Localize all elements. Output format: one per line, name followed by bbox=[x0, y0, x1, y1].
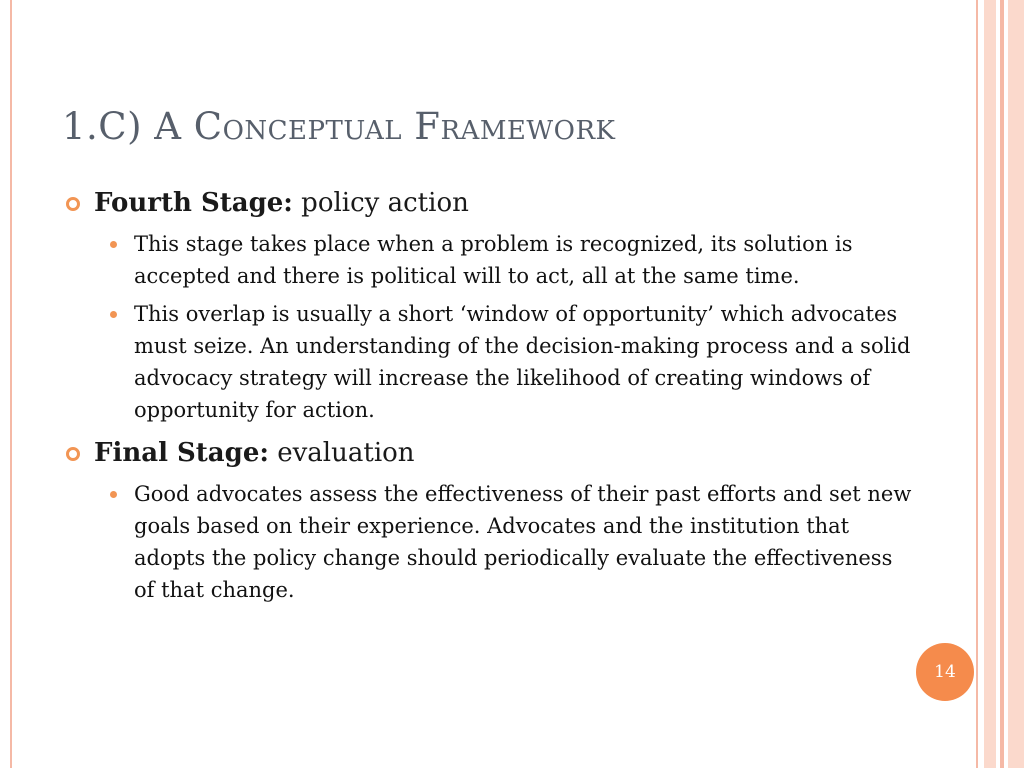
stripe bbox=[1000, 0, 1004, 768]
page-number-badge: 14 bbox=[916, 643, 974, 701]
stripe bbox=[984, 0, 996, 768]
right-decorative-stripes bbox=[976, 0, 1024, 768]
slide-title: 1.C) A Conceptual Framework bbox=[62, 105, 616, 148]
section-heading-fourth-stage bbox=[66, 186, 916, 220]
dot-bullet-icon bbox=[110, 491, 117, 498]
ring-bullet-icon bbox=[66, 197, 80, 211]
left-border-line bbox=[10, 0, 12, 768]
section-heading-final-stage bbox=[66, 436, 916, 470]
bullet-text: This overlap is usually a short ‘window of opportunity’ which advocates must seize. An understanding of the decision-making process and a solid advocacy strategy will increase the likelihood of creating windows of opportunity for action. bbox=[134, 302, 911, 422]
dot-bullet-icon bbox=[110, 311, 117, 318]
bullet-text: This stage takes place when a problem is recognized, its solution is accepted and there is political will to act, all at the same time. bbox=[134, 232, 853, 288]
stripe bbox=[1008, 0, 1024, 768]
stripe bbox=[976, 0, 978, 768]
stage-description: policy action bbox=[292, 188, 469, 218]
dot-bullet-icon bbox=[110, 241, 117, 248]
stage-description: evaluation bbox=[268, 438, 415, 468]
list-item bbox=[66, 478, 916, 606]
stage-name: Final Stage: bbox=[94, 438, 269, 468]
list-item bbox=[66, 298, 916, 426]
bullet-text: Good advocates assess the effectiveness of their past efforts and set new goals based on their experience. Advocates and the institution that adopts the policy change should periodically evaluate the effectiveness of that change. bbox=[134, 482, 912, 602]
ring-bullet-icon bbox=[66, 447, 80, 461]
stage-name: Fourth Stage: bbox=[94, 188, 293, 218]
slide-body bbox=[66, 186, 916, 612]
list-item bbox=[66, 228, 916, 292]
